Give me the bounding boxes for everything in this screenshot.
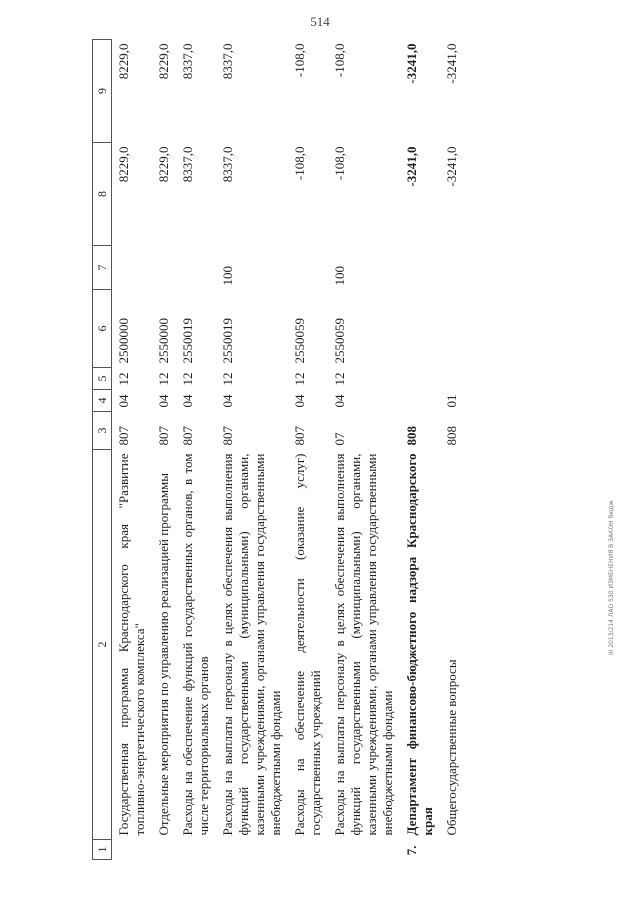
table-cell: 100 (332, 266, 347, 286)
table-cell (400, 246, 440, 290)
table-row (400, 40, 440, 860)
table-cell: 807 (116, 426, 131, 446)
budget-table (92, 39, 464, 860)
row-label: Департамент финансово-бюджетного надзора Краснодарского края (404, 453, 435, 836)
row-label: Отдельные мероприятия по управлению реализацией программы (156, 472, 171, 836)
table-cell: -3241,0 (444, 146, 459, 187)
column-header: 7 (93, 246, 112, 290)
column-header: 1 (93, 840, 112, 860)
table-cell: 8229,0 (116, 43, 131, 80)
table-cell: 8337,0 (180, 43, 195, 80)
column-header: 4 (93, 390, 112, 412)
footer-stamp-text: III 2013/214 ЛАО 530 ИЗМЕНЕНИЯ В ЗАКОН бюдж (608, 500, 615, 655)
table-cell (440, 840, 464, 860)
table-cell: 2500000 (116, 318, 131, 364)
table-cell: 100 (220, 266, 235, 286)
table-cell (440, 246, 464, 290)
table-cell: 808 (444, 426, 459, 446)
table-cell (112, 840, 153, 860)
table-cell (176, 840, 216, 860)
table-cell (328, 840, 400, 860)
column-header: 5 (93, 368, 112, 390)
table-row (440, 40, 464, 860)
table-cell: 8229,0 (156, 146, 171, 183)
column-header: 9 (93, 40, 112, 143)
table-row (112, 40, 153, 860)
table-cell (176, 246, 216, 290)
table-cell: 807 (292, 426, 307, 446)
table-cell: -108,0 (332, 43, 347, 78)
table-cell: 807 (220, 426, 235, 446)
table-cell: 808 (404, 426, 419, 446)
column-header: 3 (93, 412, 112, 450)
table-cell (400, 290, 440, 368)
table-cell: 8337,0 (220, 43, 235, 80)
table-cell: 12 (220, 372, 235, 386)
table-cell: 2550059 (332, 318, 347, 364)
table-cell (152, 840, 176, 860)
table-cell: 01 (444, 394, 459, 408)
row-label: Общегосударственные вопросы (444, 659, 459, 836)
table-row (176, 40, 216, 860)
table-cell: -108,0 (292, 146, 307, 181)
table-cell: 12 (332, 372, 347, 386)
column-header: 2 (93, 450, 112, 840)
table-cell (152, 246, 176, 290)
table-cell: 7. (404, 845, 419, 856)
table-cell: -108,0 (292, 43, 307, 78)
row-label: Расходы на обеспечение деятельности (оказание услуг) государственных учреждений (292, 453, 323, 836)
table-row (216, 40, 288, 860)
table-cell: -108,0 (332, 146, 347, 181)
table-cell: 8337,0 (220, 146, 235, 183)
row-label: Расходы на выплаты персоналу в целях обеспечения выполнения функций государственными (муниципальными) органами, казенными учреждениями, органами управления государственными внебюджетными фондами (220, 453, 283, 836)
table-cell: 807 (180, 426, 195, 446)
table-row (328, 40, 400, 860)
table-cell: 04 (116, 394, 131, 408)
table-cell: 2550019 (220, 318, 235, 364)
table-cell: -3241,0 (404, 43, 419, 84)
table-cell: 8229,0 (116, 146, 131, 183)
table-cell: 12 (156, 372, 171, 386)
table-cell (440, 290, 464, 368)
table-cell: 04 (180, 394, 195, 408)
table-cell (400, 368, 440, 390)
table-cell: 8229,0 (156, 43, 171, 80)
table-cell: 2550000 (156, 318, 171, 364)
table-cell: -3241,0 (444, 43, 459, 84)
table-cell (400, 390, 440, 412)
table-cell: -3241,0 (404, 146, 419, 187)
column-header: 6 (93, 290, 112, 368)
table-cell: 04 (220, 394, 235, 408)
table-cell: 12 (116, 372, 131, 386)
table-cell (288, 246, 328, 290)
row-label: Государственная программа Краснодарского края "Развитие топливно-энергетического комплекса" (116, 453, 147, 836)
table-cell (288, 840, 328, 860)
row-label: Расходы на обеспечение функций государственных органов, в том числе территориальных органов (180, 453, 211, 836)
table-cell: 807 (156, 426, 171, 446)
table-cell: 12 (180, 372, 195, 386)
table-row (288, 40, 328, 860)
row-label: Расходы на выплаты персоналу в целях обеспечения выполнения функций государственными (муниципальными) органами, казенными учреждениями, органами управления государственными внебюджетными фондами (332, 453, 395, 836)
column-header: 8 (93, 143, 112, 246)
table-row (152, 40, 176, 860)
table-cell: 04 (292, 394, 307, 408)
table-cell: 2550019 (180, 318, 195, 364)
table-cell (216, 840, 288, 860)
table-cell (440, 368, 464, 390)
table-cell: 12 (292, 372, 307, 386)
page-number: 514 (310, 14, 330, 29)
table-cell (112, 246, 153, 290)
table-header-row (93, 40, 112, 860)
table-cell: 2550059 (292, 318, 307, 364)
table-cell: 04 (156, 394, 171, 408)
table-cell: 04 (332, 394, 347, 408)
table-cell: 07 (332, 432, 347, 446)
table-cell: 8337,0 (180, 146, 195, 183)
table-body (112, 40, 465, 860)
